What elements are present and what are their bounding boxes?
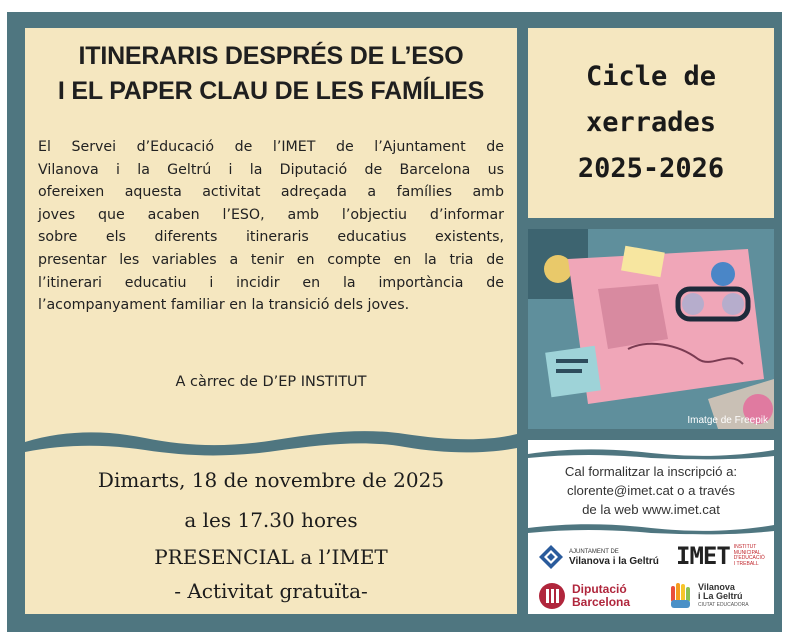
- event-price: - Activitat gratuïta-: [174, 579, 368, 603]
- cycle-line1: Cicle de: [585, 61, 717, 92]
- in-charge-text: A càrrec de D’EP INSTITUT: [175, 374, 367, 390]
- ajuntament-name: Vilanova i la Geltrú: [569, 556, 659, 567]
- description-line: ofereixen aquesta activitat adreçada a famílies amb: [38, 184, 504, 201]
- description-line: El Servei d’Educació de l’IMET de l’Ajuntament de: [38, 139, 504, 155]
- description-line: sobre els diferents itineraris educatius existents,: [38, 229, 504, 246]
- registration-email: clorente@imet.cat o a través: [566, 483, 736, 498]
- imet-sub2: MUNICIPAL: [733, 549, 761, 556]
- description-line: presentar les variables a tenir en compte en la tria de: [38, 251, 504, 268]
- desk-illustration: [528, 229, 774, 429]
- info-wave-top: [528, 446, 774, 460]
- cycle-line2: xerrades: [585, 107, 717, 138]
- poster-frame: [7, 12, 782, 632]
- vng-line3: CIUTAT EDUCADORA: [698, 601, 749, 608]
- event-mode: PRESENCIAL a l’IMET: [154, 545, 388, 569]
- description-line: Vilanova i la Geltrú i la Diputació de Barcelona us: [38, 161, 504, 178]
- photo-credit: Imatge de Freepik: [687, 415, 768, 426]
- cycle-panel: [528, 28, 774, 218]
- event-time: a les 17.30 hores: [184, 508, 358, 532]
- poster-title-line2: I EL PAPER CLAU DE LES FAMÍLIES: [57, 77, 485, 105]
- description-line: l’itinerari educatiu i incidir en la importància de: [38, 274, 504, 291]
- vng-line1: Vilanova: [698, 581, 735, 592]
- vng-educadora-logo: [668, 582, 749, 610]
- poster-title-line1: ITINERARIS DESPRÉS DE L’ESO: [78, 42, 464, 70]
- ajuntament-emblem-icon: [538, 544, 564, 570]
- imet-sub1: INSTITUT: [733, 544, 757, 550]
- illustration-photo: [528, 229, 774, 429]
- event-date: Dimarts, 18 de novembre de 2025: [97, 468, 445, 492]
- description-line: joves que acaben l’ESO, amb l’objectiu d’informar: [38, 206, 504, 223]
- registration-web: de la web www.imet.cat: [582, 502, 720, 517]
- wave-divider: [25, 420, 517, 460]
- imet-sub4: I TREBALL: [733, 560, 759, 567]
- registration-line1: Cal formalitzar la inscripció a:: [564, 464, 738, 479]
- registration-panel: [528, 440, 774, 614]
- ajuntament-small-label: AJUNTAMENT DE: [569, 549, 619, 555]
- diputacio-emblem-icon: [538, 582, 566, 610]
- educadora-hand-icon: [668, 582, 694, 610]
- diputacio-line2: Barcelona: [572, 595, 631, 609]
- info-wave-bottom: [528, 522, 774, 536]
- description-line: l’acompanyament familiar en la transició dels joves.: [38, 297, 410, 314]
- ajuntament-logo: [538, 544, 659, 570]
- cycle-line3: 2025-2026: [577, 153, 725, 184]
- imet-wordmark: IMET: [676, 542, 730, 570]
- description: [38, 136, 504, 317]
- main-panel: [25, 28, 517, 614]
- diputacio-line1: Diputació: [572, 582, 627, 596]
- vng-line2: i La Geltrú: [698, 590, 743, 601]
- diputacio-logo: [538, 582, 630, 610]
- imet-logo: [676, 542, 765, 570]
- imet-sub3: D'EDUCACIÓ: [733, 555, 765, 561]
